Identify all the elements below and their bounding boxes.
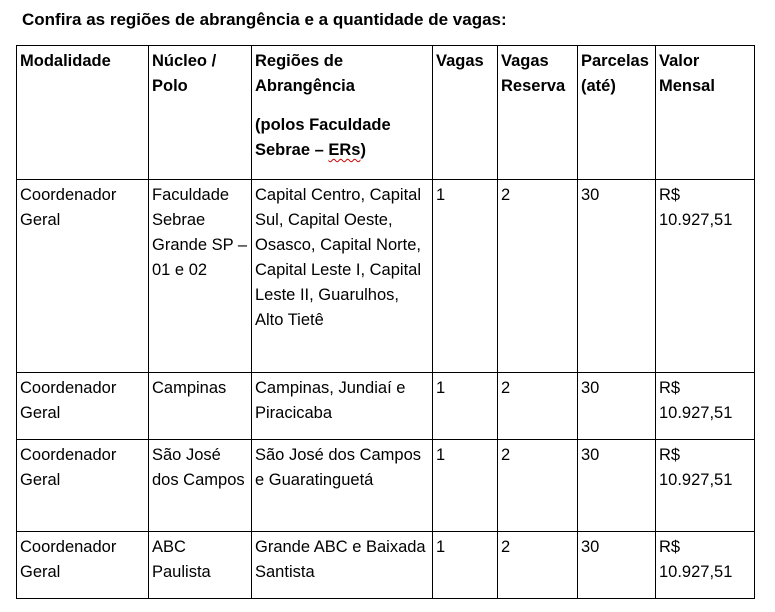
column-header-regioes-subtitle — [255, 113, 430, 163]
cell-modalidade: Coordenador Geral — [17, 532, 149, 599]
table-row — [17, 440, 755, 532]
regioes-subtitle-prefix: (polos Faculdade Sebrae – — [255, 116, 391, 159]
cell-vagas-reserva: 2 — [498, 532, 578, 599]
table-row — [17, 373, 755, 440]
cell-modalidade: Coordenador Geral — [17, 180, 149, 373]
cell-regioes: Campinas, Jundiaí e Piracicaba — [252, 373, 433, 440]
spellcheck-flagged-word: ERs — [328, 141, 361, 159]
cell-parcelas: 30 — [578, 440, 656, 532]
regioes-subtitle-suffix: ) — [360, 141, 366, 159]
column-header-nucleo: Núcleo / Polo — [149, 46, 252, 180]
cell-vagas-reserva: 2 — [498, 440, 578, 532]
cell-parcelas: 30 — [578, 532, 656, 599]
cell-valor: R$ 10.927,51 — [656, 373, 755, 440]
cell-modalidade: Coordenador Geral — [17, 373, 149, 440]
cell-vagas: 1 — [433, 180, 498, 373]
cell-nucleo: ABC Paulista — [149, 532, 252, 599]
table-row — [17, 532, 755, 599]
cell-modalidade: Coordenador Geral — [17, 440, 149, 532]
cell-nucleo: Campinas — [149, 373, 252, 440]
column-header-regioes — [252, 46, 433, 180]
column-header-parcelas: Parcelas (até) — [578, 46, 656, 180]
cell-vagas-reserva: 2 — [498, 373, 578, 440]
column-header-modalidade: Modalidade — [17, 46, 149, 180]
column-header-vagas-reserva: Vagas Reserva — [498, 46, 578, 180]
column-header-regioes-title: Regiões de Abrangência — [255, 52, 355, 95]
table-row — [17, 180, 755, 373]
cell-nucleo: São José dos Campos — [149, 440, 252, 532]
table-header-row — [17, 46, 755, 180]
cell-vagas: 1 — [433, 373, 498, 440]
cell-regioes: Grande ABC e Baixada Santista — [252, 532, 433, 599]
vacancies-table — [16, 45, 755, 599]
cell-valor: R$ 10.927,51 — [656, 440, 755, 532]
page-heading: Confira as regiões de abrangência e a quantidade de vagas: — [22, 10, 507, 29]
cell-nucleo: Faculdade Sebrae Grande SP – 01 e 02 — [149, 180, 252, 373]
cell-parcelas: 30 — [578, 373, 656, 440]
cell-regioes: Capital Centro, Capital Sul, Capital Oeste, Osasco, Capital Norte, Capital Leste I, Capital Leste II, Guarulhos, Alto Tietê — [252, 180, 433, 373]
cell-vagas: 1 — [433, 532, 498, 599]
cell-valor: R$ 10.927,51 — [656, 180, 755, 373]
column-header-valor: Valor Mensal — [656, 46, 755, 180]
cell-vagas: 1 — [433, 440, 498, 532]
cell-parcelas: 30 — [578, 180, 656, 373]
column-header-vagas: Vagas — [433, 46, 498, 180]
cell-valor: R$ 10.927,51 — [656, 532, 755, 599]
cell-regioes: São José dos Campos e Guaratinguetá — [252, 440, 433, 532]
cell-vagas-reserva: 2 — [498, 180, 578, 373]
